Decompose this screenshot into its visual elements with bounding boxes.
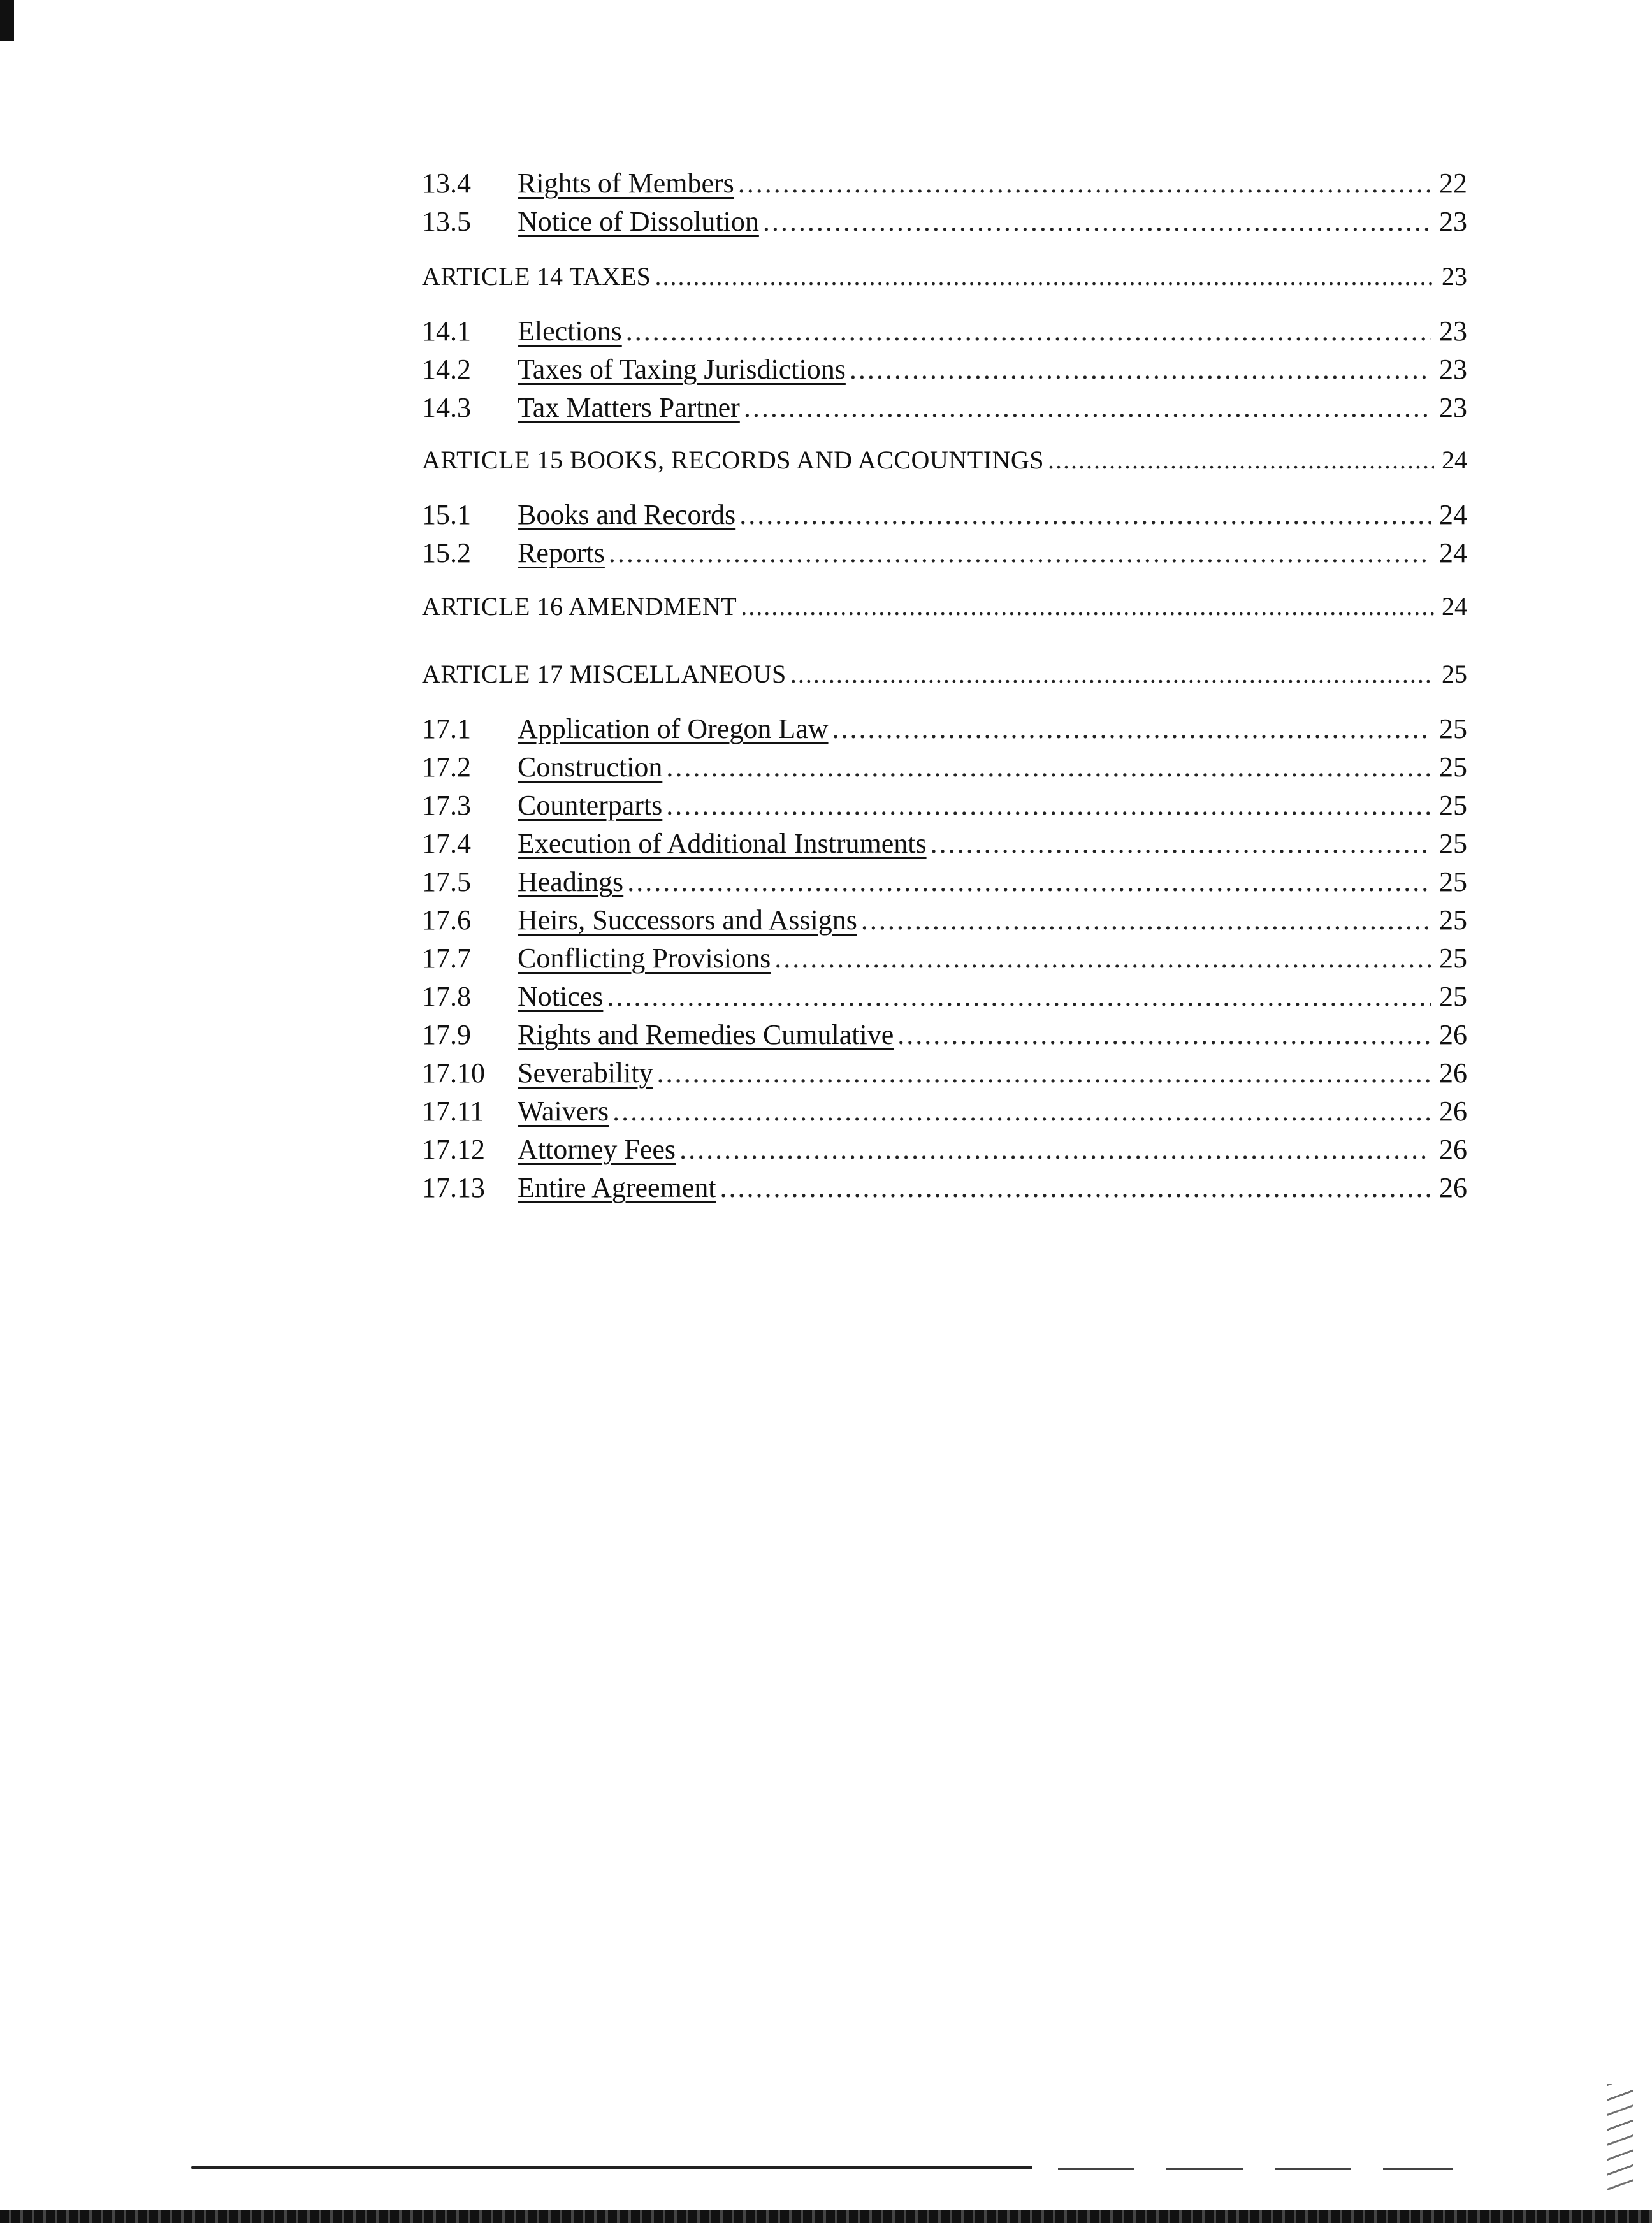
- toc-entry-title: Rights and Remedies Cumulative: [518, 1019, 894, 1050]
- toc-article-heading: [422, 655, 1467, 693]
- toc-entry-title: Notice of Dissolution: [518, 206, 759, 237]
- toc-entry-number: 17.13: [422, 1172, 485, 1203]
- toc-entry-title: Taxes of Taxing Jurisdictions: [518, 354, 846, 385]
- toc-entry-number: 17.4: [422, 828, 471, 859]
- toc-leader-dots: [666, 748, 1431, 786]
- toc-article-title: ARTICLE 15 BOOKS, RECORDS AND ACCOUNTINGS: [422, 445, 1044, 474]
- toc-leader-dots: [666, 786, 1431, 825]
- toc-entry-page: 23: [1439, 315, 1467, 347]
- toc-leader-dots: [931, 825, 1431, 863]
- toc-leader-dots: [790, 655, 1434, 693]
- toc-entry-page: 25: [1439, 866, 1467, 897]
- table-of-contents: [422, 0, 1467, 2223]
- toc-entry-title: Notices: [518, 981, 604, 1012]
- toc-entry: [422, 825, 1467, 863]
- toc-leader-dots: [763, 203, 1431, 241]
- toc-entry: [422, 748, 1467, 786]
- toc-leader-dots: [744, 389, 1431, 427]
- toc-entry: [422, 496, 1467, 534]
- toc-entry-number: 13.4: [422, 168, 471, 199]
- toc-leader-dots: [741, 588, 1434, 626]
- toc-entry-page: 25: [1439, 981, 1467, 1012]
- toc-entry-page: 23: [1439, 206, 1467, 237]
- toc-entry-number: 17.9: [422, 1019, 471, 1050]
- toc-entry: [422, 901, 1467, 939]
- toc-entry-title: Construction: [518, 751, 663, 783]
- toc-entry-title: Elections: [518, 315, 622, 347]
- toc-entry-page: 25: [1439, 904, 1467, 936]
- toc-entry-title: Attorney Fees: [518, 1134, 676, 1165]
- toc-leader-dots: [739, 496, 1431, 534]
- toc-entry: [422, 863, 1467, 901]
- toc-leader-dots: [850, 351, 1431, 389]
- toc-leader-dots: [657, 1054, 1431, 1092]
- toc-entry-number: 14.3: [422, 392, 471, 423]
- toc-leader-dots: [679, 1131, 1431, 1169]
- toc-entry-title: Tax Matters Partner: [518, 392, 740, 423]
- toc-entry: [422, 1054, 1467, 1092]
- toc-entry-number: 13.5: [422, 206, 471, 237]
- toc-entry-title: Conflicting Provisions: [518, 943, 771, 974]
- toc-entry-title: Entire Agreement: [518, 1172, 716, 1203]
- toc-leader-dots: [655, 257, 1434, 296]
- toc-entry: [422, 710, 1467, 748]
- toc-entry: [422, 312, 1467, 351]
- toc-entry-page: 25: [1439, 790, 1467, 821]
- toc-entry: [422, 939, 1467, 978]
- toc-entry-title: Waivers: [518, 1096, 609, 1127]
- toc-entry: [422, 1169, 1467, 1207]
- toc-entry-number: 15.1: [422, 499, 471, 530]
- toc-entry-title: Rights of Members: [518, 168, 734, 199]
- toc-entry: [422, 534, 1467, 572]
- toc-leader-dots: [612, 1092, 1431, 1131]
- footer-rule: [191, 2166, 1032, 2169]
- toc-article-title: ARTICLE 16 AMENDMENT: [422, 592, 737, 621]
- toc-entry-number: 14.2: [422, 354, 471, 385]
- toc-leader-dots: [774, 939, 1431, 978]
- toc-entry: [422, 389, 1467, 427]
- toc-entry-page: 26: [1439, 1019, 1467, 1050]
- toc-entry-page: 25: [1439, 828, 1467, 859]
- toc-article-heading: [422, 441, 1467, 479]
- toc-entry-page: 26: [1439, 1134, 1467, 1165]
- toc-entry-page: 23: [1439, 392, 1467, 423]
- scan-corner-mark: [0, 0, 14, 41]
- toc-entry-page: 23: [1439, 354, 1467, 385]
- toc-entry-number: 17.8: [422, 981, 471, 1012]
- toc-entry-page: 24: [1439, 537, 1467, 568]
- toc-entry: [422, 1092, 1467, 1131]
- toc-entry-title: Application of Oregon Law: [518, 713, 829, 744]
- toc-entry-page: 25: [1439, 713, 1467, 744]
- toc-entry: [422, 164, 1467, 203]
- toc-entry-number: 17.10: [422, 1057, 485, 1089]
- toc-leader-dots: [607, 978, 1431, 1016]
- toc-article-title: ARTICLE 14 TAXES: [422, 262, 651, 291]
- toc-entry-page: 24: [1442, 592, 1467, 621]
- toc-leader-dots: [626, 312, 1431, 351]
- toc-leader-dots: [720, 1169, 1431, 1207]
- toc-entry: [422, 1016, 1467, 1054]
- toc-leader-dots: [832, 710, 1431, 748]
- toc-entry-title: Severability: [518, 1057, 653, 1089]
- toc-leader-dots: [861, 901, 1431, 939]
- toc-entry-title: Execution of Additional Instruments: [518, 828, 927, 859]
- toc-entry-page: 22: [1439, 168, 1467, 199]
- toc-entry-number: 17.3: [422, 790, 471, 821]
- toc-entry-page: 26: [1439, 1096, 1467, 1127]
- toc-entry-number: 17.1: [422, 713, 471, 744]
- toc-leader-dots: [738, 164, 1431, 203]
- toc-entry-page: 24: [1439, 499, 1467, 530]
- toc-leader-dots: [1048, 441, 1434, 479]
- toc-entry: [422, 978, 1467, 1016]
- toc-entry-number: 15.2: [422, 537, 471, 568]
- scan-bottom-edge: [0, 2210, 1652, 2223]
- toc-entry-page: 26: [1439, 1057, 1467, 1089]
- toc-entry-page: 24: [1442, 445, 1467, 474]
- toc-article-title: ARTICLE 17 MISCELLANEOUS: [422, 660, 786, 688]
- toc-entry-title: Books and Records: [518, 499, 736, 530]
- toc-entry-page: 25: [1439, 943, 1467, 974]
- toc-entry-number: 17.2: [422, 751, 471, 783]
- toc-entry-number: 17.11: [422, 1096, 484, 1127]
- toc-entry: [422, 786, 1467, 825]
- toc-entry-number: 14.1: [422, 315, 471, 347]
- toc-entry: [422, 1131, 1467, 1169]
- toc-leader-dots: [627, 863, 1431, 901]
- toc-entry-title: Headings: [518, 866, 624, 897]
- toc-entry: [422, 351, 1467, 389]
- toc-entry-page: 26: [1439, 1172, 1467, 1203]
- toc-entry-number: 17.6: [422, 904, 471, 936]
- toc-article-heading: [422, 588, 1467, 626]
- toc-entry-page: 25: [1439, 751, 1467, 783]
- toc-entry-title: Counterparts: [518, 790, 663, 821]
- toc-entry: [422, 203, 1467, 241]
- toc-entry-number: 17.7: [422, 943, 471, 974]
- toc-entry-number: 17.12: [422, 1134, 485, 1165]
- toc-entry-number: 17.5: [422, 866, 471, 897]
- toc-leader-dots: [897, 1016, 1431, 1054]
- toc-entry-page: 23: [1442, 262, 1467, 291]
- toc-article-heading: [422, 257, 1467, 296]
- toc-entry-title: Heirs, Successors and Assigns: [518, 904, 857, 936]
- footer-rule-dashed: [1058, 2168, 1453, 2170]
- scan-artifact: [1607, 2084, 1633, 2192]
- toc-leader-dots: [609, 534, 1431, 572]
- toc-entry-page: 25: [1442, 660, 1467, 688]
- toc-entry-title: Reports: [518, 537, 605, 568]
